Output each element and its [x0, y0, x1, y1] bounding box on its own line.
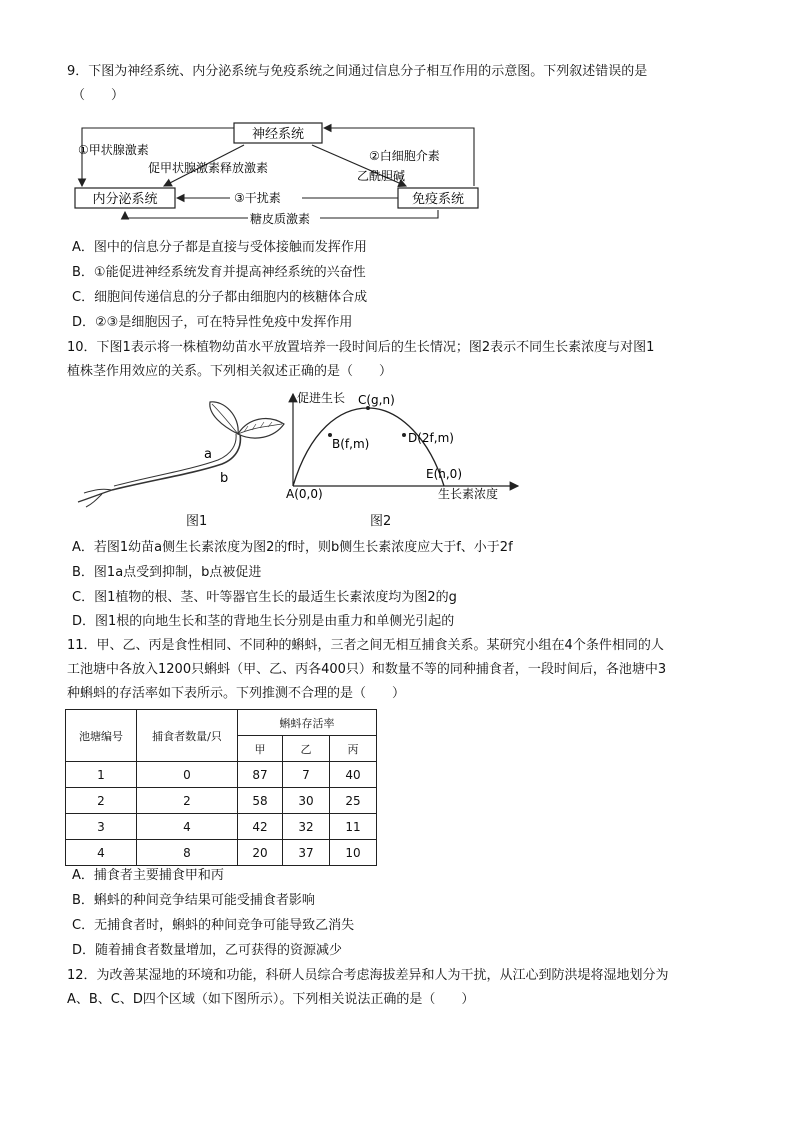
cell-bing: 40	[330, 762, 377, 788]
table-row	[66, 814, 377, 840]
fig2-point-b: B(f,m)	[332, 437, 370, 451]
cell-bing: 10	[330, 840, 377, 866]
q10-figure2-curve	[280, 390, 530, 502]
label-interferon: ③干扰素	[234, 191, 281, 205]
q12-stem-line1: 12．为改善某湿地的环境和功能，科研人员综合考虑海拔差异和人为干扰，从江心到防洪堤将湿地划分为	[67, 968, 669, 983]
cell-predator: 0	[137, 762, 238, 788]
header-species-yi: 乙	[283, 736, 330, 762]
immune-system-label: 免疫系统	[411, 192, 465, 207]
table-header-row	[66, 710, 377, 736]
header-species-jia: 甲	[238, 736, 283, 762]
fig1-caption: 图1	[186, 514, 208, 529]
cell-predator: 4	[137, 814, 238, 840]
header-pond: 池塘编号	[66, 710, 137, 762]
q10-option-b: B．图1a点受到抑制，b点被促进	[72, 565, 262, 580]
seedling-label-b: b	[220, 471, 229, 486]
cell-pond: 2	[66, 788, 137, 814]
q9-stem: 9．下图为神经系统、内分泌系统与免疫系统之间通过信息分子相互作用的示意图。下列叙述错误的是	[67, 64, 648, 79]
q11-option-c: C．无捕食者时，蝌蚪的种间竞争可能导致乙消失	[72, 918, 355, 933]
q10-figure1-seedling	[72, 396, 292, 508]
cell-yi: 37	[283, 840, 330, 866]
q9-option-d: D．②③是细胞因子，可在特异性免疫中发挥作用	[72, 315, 353, 330]
seedling-label-a: a	[204, 447, 212, 462]
cell-bing: 25	[330, 788, 377, 814]
cell-pond: 4	[66, 840, 137, 866]
q11-option-a: A．捕食者主要捕食甲和丙	[72, 868, 224, 883]
table-row	[66, 762, 377, 788]
cell-jia: 42	[238, 814, 283, 840]
q11-option-d: D．随着捕食者数量增加，乙可获得的资源减少	[72, 943, 343, 958]
q11-stem-line3: 种蝌蚪的存活率如下表所示。下列推测不合理的是（ ）	[67, 686, 406, 701]
fig2-point-d: D(2f,m)	[408, 431, 454, 445]
q9-option-a: A．图中的信息分子都是直接与受体接触而发挥作用	[72, 240, 367, 255]
table-row	[66, 840, 377, 866]
q9-diagram	[72, 118, 492, 226]
nervous-system-label: 神经系统	[251, 127, 305, 142]
label-interleukin: ②白细胞介素	[369, 149, 440, 163]
cell-bing: 11	[330, 814, 377, 840]
label-acetylcholine: 乙酰胆碱	[357, 169, 406, 183]
header-survival: 蝌蚪存活率	[238, 710, 377, 736]
fig2-caption: 图2	[370, 514, 392, 529]
q9-option-b: B．①能促进神经系统发育并提高神经系统的兴奋性	[72, 265, 366, 280]
arrow-thyroxine	[82, 128, 234, 186]
q10-stem-line1: 10．下图1表示将一株植物幼苗水平放置培养一段时间后的生长情况；图2表示不同生长素浓度与对图1	[67, 340, 655, 355]
q10-option-c: C．图1植物的根、茎、叶等器官生长的最适生长素浓度均为图2的g	[72, 590, 457, 605]
q10-option-a: A．若图1幼苗a侧生长素浓度为图2的f时，则b侧生长素浓度应大于f、小于2f	[72, 540, 513, 555]
fig2-point-c: C(g,n)	[358, 393, 395, 407]
q11-stem-line2: 工池塘中各放入1200只蝌蚪（甲、乙、丙各400只）和数量不等的同种捕食者，一段时间后，各池塘中3	[67, 662, 667, 677]
cell-jia: 20	[238, 840, 283, 866]
fig2-point-a: A(0,0)	[286, 487, 323, 501]
cell-yi: 32	[283, 814, 330, 840]
q12-stem-line2: A、B、C、D四个区域（如下图所示）。下列相关说法正确的是（ ）	[67, 992, 475, 1007]
tadpole-survival-table	[65, 709, 377, 866]
fig2-y-label: 促进生长	[297, 391, 346, 405]
cell-pond: 3	[66, 814, 137, 840]
label-thyroxine: ①甲状腺激素	[78, 143, 149, 157]
q11-stem-line1: 11．甲、乙、丙是食性相同、不同种的蝌蚪，三者之间无相互捕食关系。某研究小组在4个条件相同的人	[67, 638, 664, 653]
table-row	[66, 788, 377, 814]
q10-stem-line2: 植株茎作用效应的关系。下列相关叙述正确的是（ ）	[67, 364, 393, 379]
cell-pond: 1	[66, 762, 137, 788]
fig2-x-label: 生长素浓度	[438, 487, 499, 501]
header-species-bing: 丙	[330, 736, 377, 762]
cell-predator: 8	[137, 840, 238, 866]
seedling-leaf-right	[238, 419, 284, 439]
cell-yi: 7	[283, 762, 330, 788]
q9-answer-paren: （ ）	[72, 88, 125, 103]
cell-jia: 58	[238, 788, 283, 814]
cell-jia: 87	[238, 762, 283, 788]
endocrine-system-label: 内分泌系统	[92, 192, 158, 207]
cell-predator: 2	[137, 788, 238, 814]
q10-option-d: D．图1根的向地生长和茎的背地生长分别是由重力和单侧光引起的	[72, 614, 455, 629]
q9-option-c: C．细胞间传递信息的分子都由细胞内的核糖体合成	[72, 290, 368, 305]
label-trh: 促甲状腺激素释放激素	[148, 161, 269, 175]
fig2-point-e: E(h,0)	[426, 467, 462, 481]
label-cortisol: 糖皮质激素	[250, 212, 311, 226]
cell-yi: 30	[283, 788, 330, 814]
q11-option-b: B．蝌蚪的种间竞争结果可能受捕食者影响	[72, 893, 315, 908]
header-predator: 捕食者数量/只	[137, 710, 238, 762]
